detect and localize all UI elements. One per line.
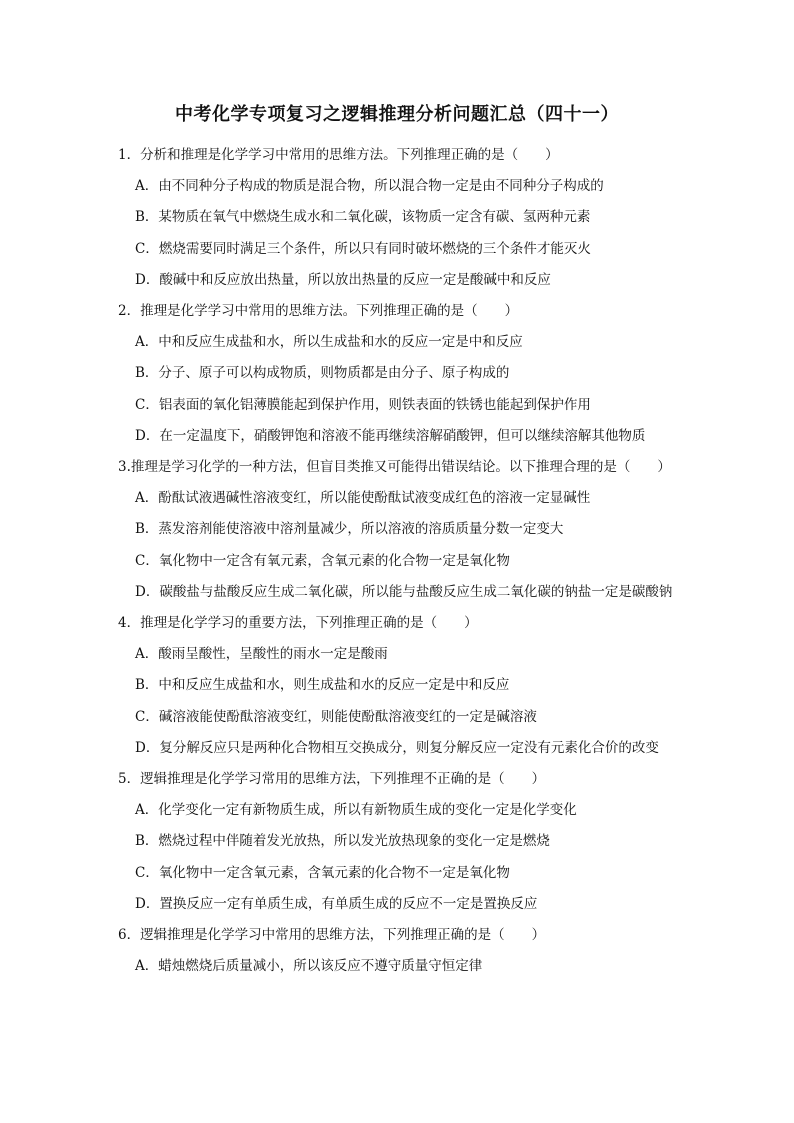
q4-stem: 4．推理是化学学习的重要方法，下列推理正确的是（ ） [118,615,478,632]
question-list [118,140,683,982]
q2-option-d: D．在一定温度下，硝酸钾饱和溶液不能再继续溶解硝酸钾，但可以继续溶解其他物质 [135,427,646,444]
q5-option-c: C．氧化物中一定含氧元素，含氧元素的化合物不一定是氧化物 [135,864,510,881]
q2-stem: 2．推理是化学学习中常用的思维方法。下列推理正确的是（ ） [118,303,519,320]
q5-stem: 5．逻辑推理是化学学习常用的思维方法，下列推理不正确的是（ ） [118,771,546,788]
q3-option-c: C．氧化物中一定含有氧元素，含氧元素的化合物一定是氧化物 [135,552,510,569]
document-title: 中考化学专项复习之逻辑推理分析问题汇总（四十一） [175,104,619,125]
q1-option-a: A．由不同种分子构成的物质是混合物，所以混合物一定是由不同种分子构成的 [135,178,604,195]
q2-option-a: A．中和反应生成盐和水，所以生成盐和水的反应一定是中和反应 [135,334,523,351]
q3-option-b: B．蒸发溶剂能使溶液中溶剂量减少，所以溶液的溶质质量分数一定变大 [135,521,564,538]
q3-option-a: A．酚酞试液遇碱性溶液变红，所以能使酚酞试液变成红色的溶液一定显碱性 [135,490,591,507]
q4-option-d: D．复分解反应只是两种化合物相互交换成分，则复分解反应一定没有元素化合价的改变 [135,739,659,756]
q1-option-b: B．某物质在氧气中燃烧生成水和二氧化碳，该物质一定含有碳、氢两种元素 [135,209,591,226]
q3-option-d: D．碳酸盐与盐酸反应生成二氧化碳，所以能与盐酸反应生成二氧化碳的钠盐一定是碳酸钠 [135,583,673,600]
q2-option-b: B．分子、原子可以构成物质，则物质都是由分子、原子构成的 [135,365,510,382]
q6-option-a: A．蜡烛燃烧后质量减小，所以该反应不遵守质量守恒定律 [135,958,483,975]
q4-option-a: A．酸雨呈酸性，呈酸性的雨水一定是酸雨 [135,646,388,663]
q4-option-c: C．碱溶液能使酚酞溶液变红，则能使酚酞溶液变红的一定是碱溶液 [135,708,537,725]
q1-option-d: D．酸碱中和反应放出热量，所以放出热量的反应一定是酸碱中和反应 [135,271,551,288]
q5-option-d: D．置换反应一定有单质生成，有单质生成的反应不一定是置换反应 [135,895,538,912]
q1-stem: 1．分析和推理是化学学习中常用的思维方法。下列推理正确的是（ ） [118,147,559,163]
q5-option-a: A．化学变化一定有新物质生成，所以有新物质生成的变化一定是化学变化 [135,802,577,819]
q4-option-b: B．中和反应生成盐和水，则生成盐和水的反应一定是中和反应 [135,677,510,694]
q1-option-c: C．燃烧需要同时满足三个条件，所以只有同时破坏燃烧的三个条件才能灭火 [135,240,591,257]
q5-option-b: B．燃烧过程中伴随着发光放热，所以发光放热现象的变化一定是燃烧 [135,833,550,850]
q3-stem: 3.推理是学习化学的一种方法，但盲目类推又可能得出错误结论。以下推理合理的是（ ） [118,459,671,476]
q6-stem: 6．逻辑推理是化学学习中常用的思维方法，下列推理正确的是（ ） [118,927,546,944]
q2-option-c: C．铝表面的氧化铝薄膜能起到保护作用，则铁表面的铁锈也能起到保护作用 [135,396,591,413]
